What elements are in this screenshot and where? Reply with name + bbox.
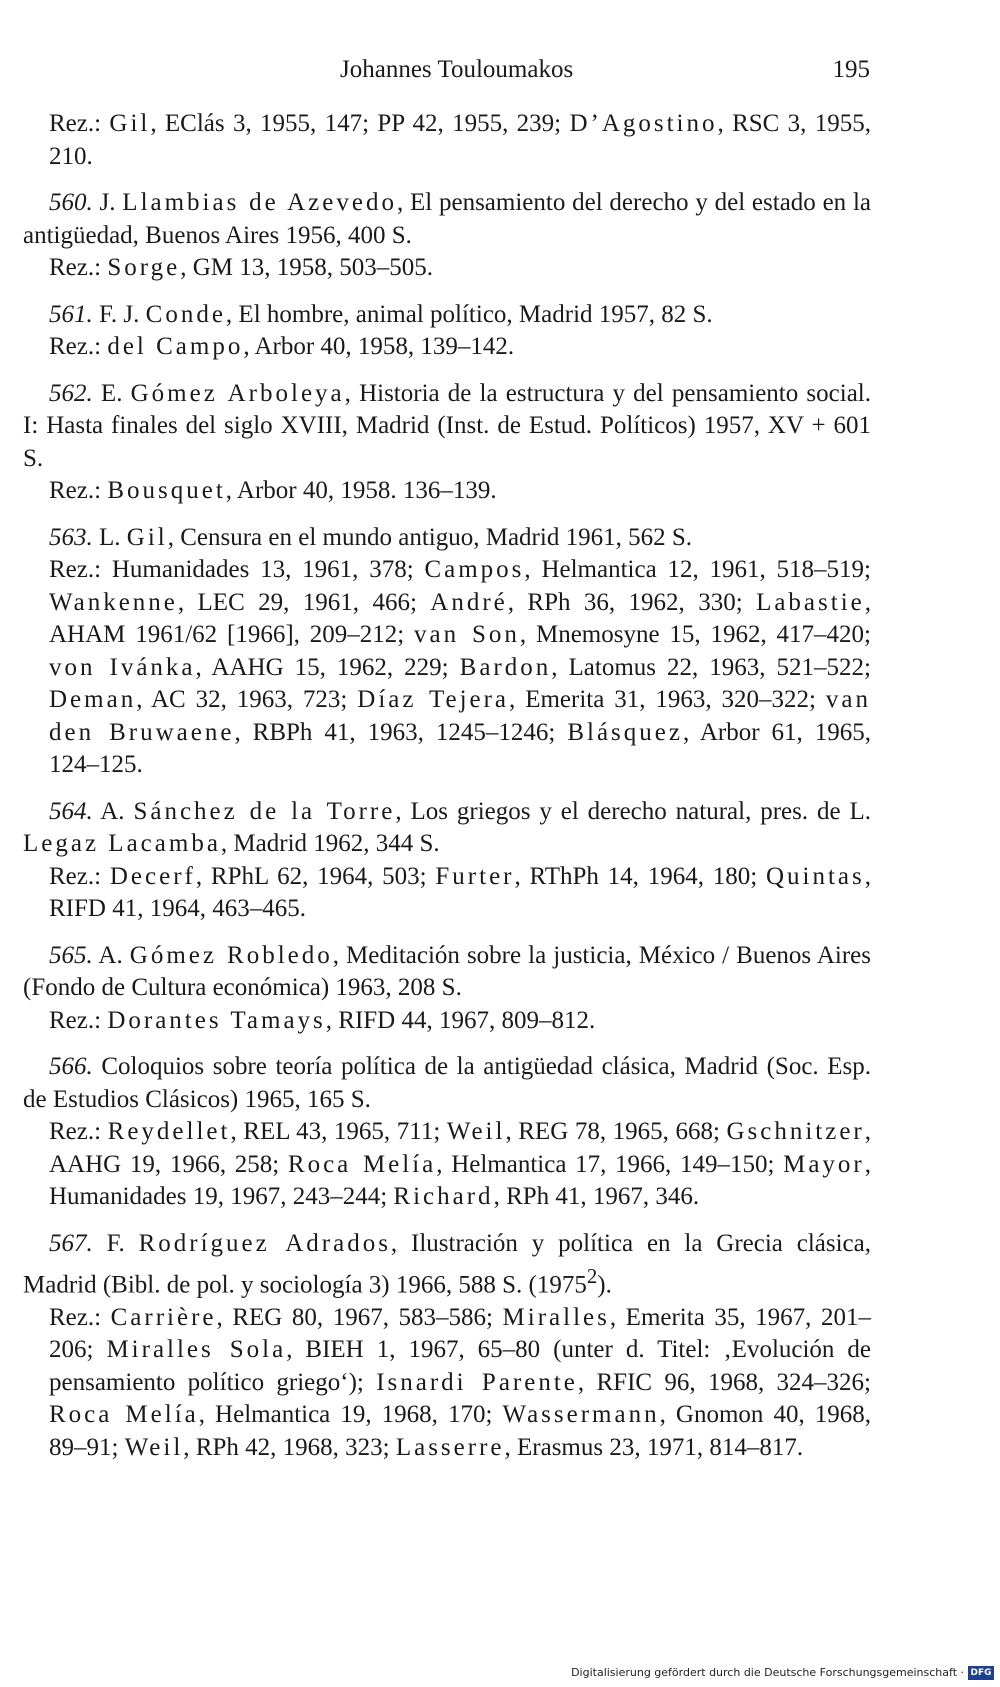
entry-564: 564. A. Sánchez de la Torre, Los griegos y el derecho natural, pres. de L. Legaz Lacamba, Madrid 1962, 344 S. <box>23 797 871 857</box>
entry-560: 560. J. Llambias de Azevedo, El pensamiento del derecho y del estado en la antigüedad, Buenos Aires 1956, 400 S. <box>23 189 871 249</box>
page-number: 195 <box>832 56 870 83</box>
review-566: Rez.: Reydellet, REL 43, 1965, 711; Weil, REG 78, 1965, 668; Gschnitzer, AAHG 19, 1966, 258; Roca Melía, Helmantica 17, 1966, 149–150; Mayor, Humanidades 19, 1967, 243–244; Richard, RPh 41, 1967, 346. <box>49 1118 871 1210</box>
review-561: Rez.: del Campo, Arbor 40, 1958, 139–142. <box>49 333 515 360</box>
review-562: Rez.: Bousquet, Arbor 40, 1958. 136–139. <box>49 477 497 504</box>
review-565: Rez.: Dorantes Tamays, RIFD 44, 1967, 809–812. <box>49 1006 596 1034</box>
review-567: Rez.: Carrière, REG 80, 1967, 583–586; Miralles, Emerita 35, 1967, 201–206; Miralles Sola, BIEH 1, 1967, 65–80 (unter d. Titel: ‚Evolución de pensamiento político griego‘); Isnardi Parente, RFIC 96, 1968, 324–326; Roca Melía, Helmantica 19, 1968, 170; Wassermann, Gnomon 40, 1968, 89–91; Weil, RPh 42, 1968, 323; Lasserre, Erasmus 23, 1971, 814–817. <box>49 1303 872 1461</box>
entry-562: 562. E. Gómez Arboleya, Historia de la estructura y del pensamiento social. I: Hasta finales del siglo XVIII, Madrid (Inst. de Estud. Políticos) 1957, XV + 601 S. <box>23 379 871 472</box>
running-title: Johannes Touloumakos <box>340 56 574 83</box>
running-head <box>0 50 1000 90</box>
entry-563: 563. L. Gil, Censura en el mundo antiguo, Madrid 1961, 562 S. <box>49 523 692 551</box>
review-560: Rez.: Sorge, GM 13, 1958, 503–505. <box>49 254 433 281</box>
entry-567: 567. F. Rodríguez Adrados, Ilustración y política en la Grecia clásica, Madrid (Bibl. de pol. y sociología 3) 1966, 588 S. (1975$^2$). <box>23 1229 871 1299</box>
review-563: Rez.: Humanidades 13, 1961, 378; Campos, Helmantica 12, 1961, 518–519; Wankenne, LEC 29, 1961, 466; André, RPh 36, 1962, 330; Labastie, AHAM 1961/62 [1966], 209–212; van Son, Mnemosyne 15, 1962, 417–420; von Ivánka, AAHG 15, 1962, 229; Bardon, Latomus 22, 1963, 521–522; Deman, AC 32, 1963, 723; Díaz Tejera, Emerita 31, 1963, 320–322; van den Bruwaene, RBPh 41, 1963, 1245–1246; Blásquez, Arbor 61, 1965, 124–125. <box>49 556 872 778</box>
dfg-logo: DFG <box>968 1666 994 1680</box>
footer-text: Digitalisierung gefördert durch die Deutsche Forschungsgemeinschaft · <box>571 1666 964 1679</box>
review-564: Rez.: Decerf, RPhL 62, 1964, 503; Furter, RThPh 14, 1964, 180; Quintas, RIFD 41, 1964, 463–465. <box>49 862 871 922</box>
entry-561: 561. F. J. Conde, El hombre, animal político, Madrid 1957, 82 S. <box>49 300 713 328</box>
entry-565: 565. A. Gómez Robledo, Meditación sobre la justicia, México / Buenos Aires (Fondo de Cultura económica) 1963, 208 S. <box>23 941 871 1001</box>
bibliography-text <box>23 108 871 1464</box>
entry-566: 566. Coloquios sobre teoría política de la antigüedad clásica, Madrid (Soc. Esp. de Estudios Clásicos) 1965, 165 S. <box>23 1053 871 1113</box>
digitization-footer <box>571 1665 994 1681</box>
review-line: Rez.: Gil, EClás 3, 1955, 147; PP 42, 1955, 239; D’Agostino, RSC 3, 1955, 210. <box>49 110 871 170</box>
